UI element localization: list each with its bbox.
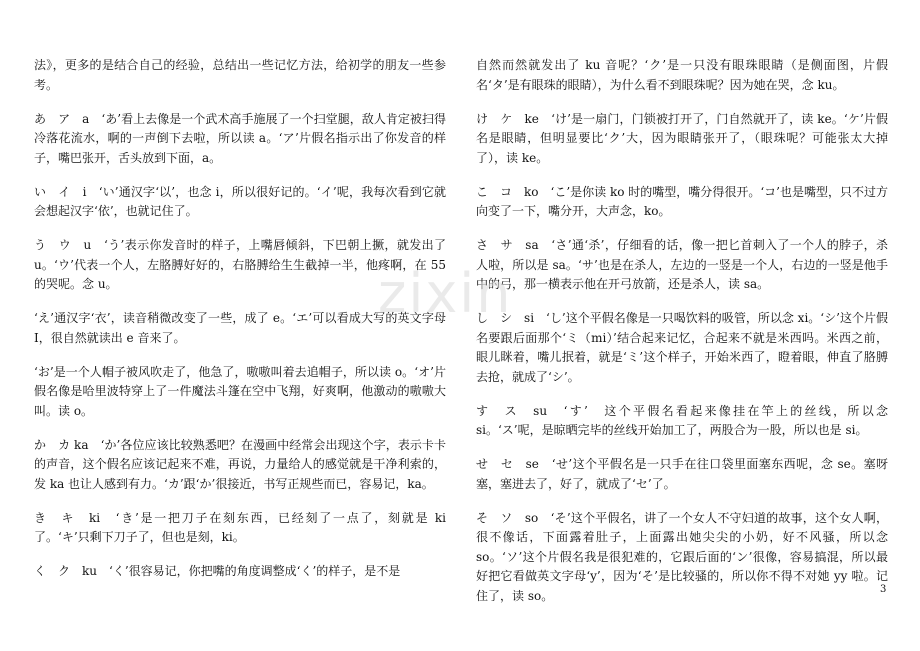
paragraph-e: ‘え’通汉字‘衣’，读音稍微改变了一些，成了 e。‘エ’可以看成大写的英文字母 I，很自然就读出 e 音来了。 [34,311,446,345]
paragraph-si: し シ si ‘し’这个平假名像是一只喝饮料的吸管，所以念 xi。‘シ’这个片假名要跟后面那个‘ミ（mi）’结合起来记忆，合起来不就是米西吗。米西之前，眼儿眯着，嘴儿抿着，就是‘ミ’这个样子，开始米西了，瞪着眼，伸直了胳膊去抢，就成了‘シ’。 [476,311,888,384]
left-column [34,56,446,596]
page-number: 3 [880,584,887,595]
paragraph-se: せ セ se ‘せ’这个平假名是一只手在往口袋里面塞东西呢，念 se。塞呀塞，塞进去了，好了，就成了‘セ’了。 [476,457,888,491]
paragraph-ka: か カ ka ‘か’各位应该比较熟悉吧？在漫画中经常会出现这个字，表示卡卡的声音，这个假名应该记起来不难，再说，力量给人的感觉就是干净利索的，发 ka 也让人感到有力。‘カ’跟‘か’很接近，书写正规些而已，容易记，ka。 [34,437,446,491]
paragraph-ke: け ケ ke ‘け’是一扇门，门锁被打开了，门自然就开了，读 ke。‘ケ’片假名是眼睛，但明显要比‘ク’大，因为眼睛张开了，（眼珠呢？可能张太大掉了），读 ke。 [476,111,888,165]
paragraph-ko: こ コ ko ‘こ’是你读 ko 时的嘴型，嘴分得很开。‘コ’也是嘴型，只不过方向变了一下，嘴分开，大声念，ko。 [476,184,888,218]
right-column [476,56,888,621]
paragraph-so: そ ソ so ‘そ’这个平假名，讲了一个女人不守妇道的故事，这个女人啊，很不像话，下面露着肚子，上面露出她尖尖的小奶，好不风骚，所以念 so。‘ソ’这个片假名我是很犯难的，它跟后面的‘ン’很像，容易搞混，所以最好把它看做英文字母‘y’，因为‘そ’是比较骚的，所以你不得不对她 yy 啦。记住了，读 so。 [476,510,888,603]
watermark: zixin [378,262,513,325]
paragraph-i: い イ i ‘い’通汉字‘以’，也念 i，所以很好记的。‘イ’呢，我每次看到它就会想起汉字‘依’，也就记住了。 [34,184,446,218]
paragraph-a: あ ア a ‘あ’看上去像是一个武术高手施展了一个扫堂腿，敌人肯定被扫得冷落花流水，啊的一声倒下去啦，所以读 a。‘ア’片假名指示出了你发音的样子，嘴巴张开，舌头放到下面，a。 [34,111,446,165]
paragraph-su: す ス su ‘す’ 这个平假名看起来像挂在竿上的丝线，所以念 si。‘ス’呢，是晾晒完毕的丝线开始加工了，两股合为一股，所以也是 si。 [476,403,888,437]
paragraph-u: う ウ u ‘う’表示你发音时的样子，上嘴唇倾斜，下巴朝上撅，就发出了 u。‘ウ’代表一个人，左胳膊好好的，右胳膊给生生截掉一半，他疼啊，在 55 的哭呢。念 u。 [34,238,446,291]
paragraph-ku: く ク ku ‘く’很容易记，你把嘴的角度调整成‘く’的样子，是不是 [34,564,401,578]
paragraph-ku-continued: 自然而然就发出了 ku 音呢？‘ク’是一只没有眼珠眼睛（是侧面图，片假名‘タ’是有眼珠的眼睛），为什么看不到眼珠呢？因为她在哭，念 ku。 [476,58,888,92]
paragraph-sa: さ サ sa ‘さ’通‘杀’，仔细看的话，像一把匕首刺入了一个人的脖子，杀人啦，所以是 sa。‘サ’也是在杀人，左边的一竖是一个人，右边的一竖是他手中的弓，那一横表示他在开弓放箭，还是杀人，读 sa。 [476,238,888,291]
paragraph-ki: き キ ki ‘き’是一把刀子在刻东西，已经刻了一点了，刻就是 ki 了。‘キ’只剩下刀子了，但也是刻，ki。 [34,510,446,544]
paragraph-o: ‘お’是一个人帽子被风吹走了，他急了，嗷嗷叫着去追帽子，所以读 o。‘オ’片假名像是哈里波特穿上了一件魔法斗篷在空中飞翔，好爽啊，他激动的嗷嗷大叫。读 o。 [34,364,446,418]
paragraph-intro-continued: 法》，更多的是结合自己的经验，总结出一些记忆方法，给初学的朋友一些参考。 [34,58,446,92]
